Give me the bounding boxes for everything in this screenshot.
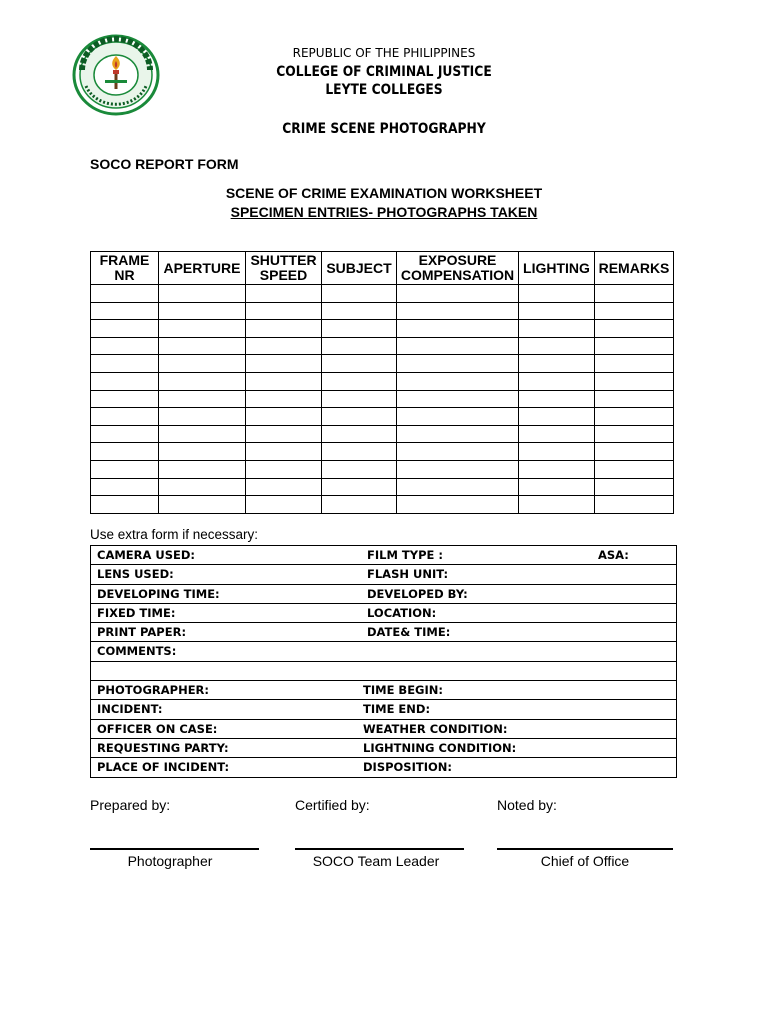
- table-cell[interactable]: [397, 496, 519, 514]
- table-cell[interactable]: [595, 443, 674, 461]
- details-left-label: FIXED TIME:: [97, 605, 176, 620]
- table-cell[interactable]: [246, 302, 322, 320]
- details-mid-label: LIGHTNING CONDITION:: [363, 740, 517, 755]
- table-cell[interactable]: [519, 496, 595, 514]
- table-cell[interactable]: [246, 408, 322, 426]
- table-cell[interactable]: [519, 320, 595, 338]
- details-row: [91, 758, 677, 777]
- table-cell[interactable]: [159, 443, 246, 461]
- table-cell[interactable]: [397, 337, 519, 355]
- table-cell[interactable]: [159, 355, 246, 373]
- table-cell[interactable]: [322, 337, 397, 355]
- table-cell[interactable]: [519, 425, 595, 443]
- table-cell[interactable]: [595, 496, 674, 514]
- details-row: [91, 700, 677, 719]
- table-cell[interactable]: [246, 443, 322, 461]
- table-cell[interactable]: [595, 390, 674, 408]
- details-row: [91, 623, 677, 642]
- details-left-label: OFFICER ON CASE:: [97, 721, 218, 736]
- table-cell[interactable]: [91, 285, 159, 303]
- col-header-aperture: APERTURE: [159, 252, 246, 285]
- table-cell[interactable]: [91, 372, 159, 390]
- details-mid-label: DATE& TIME:: [367, 625, 451, 640]
- table-row: [91, 443, 674, 461]
- extra-form-note: Use extra form if necessary:: [90, 527, 259, 542]
- details-row: [91, 603, 677, 622]
- table-cell[interactable]: [397, 302, 519, 320]
- table-cell[interactable]: [246, 337, 322, 355]
- photographer-signature-line: [90, 848, 259, 850]
- details-cell[interactable]: [91, 603, 677, 622]
- table-cell[interactable]: [519, 285, 595, 303]
- course-heading: CRIME SCENE PHOTOGRAPHY: [282, 121, 486, 137]
- table-cell[interactable]: [91, 302, 159, 320]
- table-cell[interactable]: [159, 390, 246, 408]
- table-cell[interactable]: [322, 372, 397, 390]
- table-row: [91, 320, 674, 338]
- table-row: [91, 478, 674, 496]
- table-cell[interactable]: [322, 390, 397, 408]
- table-cell[interactable]: [159, 408, 246, 426]
- details-cell[interactable]: [91, 681, 677, 700]
- details-cell[interactable]: [91, 700, 677, 719]
- college-heading: COLLEGE OF CRIMINAL JUSTICE: [276, 64, 492, 80]
- col-header-shutter-speed: SHUTTER SPEED: [246, 252, 322, 285]
- details-mid-label: DEVELOPED BY:: [367, 586, 468, 601]
- table-cell[interactable]: [519, 478, 595, 496]
- table-cell[interactable]: [595, 460, 674, 478]
- table-cell[interactable]: [246, 355, 322, 373]
- table-cell[interactable]: [322, 302, 397, 320]
- team-leader-signature-line: [295, 848, 464, 850]
- chief-signature-line: [497, 848, 673, 850]
- school-heading: LEYTE COLLEGES: [325, 82, 443, 98]
- col-header-subject: SUBJECT: [322, 252, 397, 285]
- table-cell[interactable]: [246, 478, 322, 496]
- table-cell[interactable]: [397, 372, 519, 390]
- table-row: [91, 302, 674, 320]
- table-cell[interactable]: [322, 408, 397, 426]
- table-cell[interactable]: [397, 478, 519, 496]
- table-cell[interactable]: [91, 337, 159, 355]
- photographer-name: Photographer: [127, 853, 213, 869]
- table-cell[interactable]: [397, 425, 519, 443]
- details-left-label: COMMENTS:: [97, 644, 177, 659]
- certified-by-label: Certified by:: [295, 797, 370, 813]
- table-row: [91, 285, 674, 303]
- details-mid-label: FLASH UNIT:: [367, 567, 449, 582]
- details-cell[interactable]: [91, 661, 677, 680]
- table-row: [91, 337, 674, 355]
- table-cell[interactable]: [159, 285, 246, 303]
- details-row: [91, 584, 677, 603]
- details-cell[interactable]: [91, 642, 677, 661]
- table-cell[interactable]: [246, 496, 322, 514]
- table-row: [91, 372, 674, 390]
- chief-name: Chief of Office: [540, 853, 630, 869]
- table-cell[interactable]: [322, 460, 397, 478]
- table-cell[interactable]: [322, 478, 397, 496]
- details-mid-label: DISPOSITION:: [363, 760, 452, 775]
- table-cell[interactable]: [91, 408, 159, 426]
- table-cell[interactable]: [246, 320, 322, 338]
- details-row: [91, 642, 677, 661]
- table-cell[interactable]: [322, 355, 397, 373]
- form-title: SOCO REPORT FORM: [90, 156, 239, 172]
- table-cell[interactable]: [322, 443, 397, 461]
- table-cell[interactable]: [159, 337, 246, 355]
- table-row: [91, 496, 674, 514]
- table-cell[interactable]: [159, 460, 246, 478]
- details-left-label: PLACE OF INCIDENT:: [97, 760, 230, 775]
- table-row: [91, 355, 674, 373]
- details-mid-label: TIME BEGIN:: [363, 683, 443, 698]
- table-cell[interactable]: [595, 372, 674, 390]
- table-cell[interactable]: [519, 372, 595, 390]
- details-cell[interactable]: [91, 738, 677, 757]
- table-cell[interactable]: [246, 460, 322, 478]
- details-row: [91, 661, 677, 680]
- table-cell[interactable]: [595, 320, 674, 338]
- table-cell[interactable]: [91, 496, 159, 514]
- details-table: [90, 545, 677, 778]
- table-cell[interactable]: [595, 337, 674, 355]
- table-cell[interactable]: [159, 372, 246, 390]
- table-cell[interactable]: [246, 372, 322, 390]
- table-cell[interactable]: [246, 390, 322, 408]
- team-leader-name: SOCO Team Leader: [312, 853, 440, 869]
- details-row: [91, 719, 677, 738]
- table-cell[interactable]: [159, 496, 246, 514]
- photographs-table-header: [91, 252, 674, 285]
- table-cell[interactable]: [397, 408, 519, 426]
- details-left-label: CAMERA USED:: [97, 548, 196, 562]
- table-cell[interactable]: [91, 355, 159, 373]
- table-cell[interactable]: [397, 285, 519, 303]
- republic-heading: REPUBLIC OF THE PHILIPPINES: [292, 46, 476, 60]
- table-cell[interactable]: [397, 460, 519, 478]
- table-cell[interactable]: [397, 443, 519, 461]
- details-left-label: PRINT PAPER:: [97, 625, 187, 640]
- details-row: [91, 546, 677, 565]
- table-cell[interactable]: [91, 443, 159, 461]
- table-cell[interactable]: [519, 390, 595, 408]
- table-cell[interactable]: [519, 337, 595, 355]
- details-cell[interactable]: [91, 719, 677, 738]
- table-cell[interactable]: [159, 425, 246, 443]
- table-cell[interactable]: [595, 425, 674, 443]
- table-cell[interactable]: [322, 320, 397, 338]
- table-row: [91, 408, 674, 426]
- table-cell[interactable]: [397, 390, 519, 408]
- details-mid-label: TIME END:: [363, 702, 431, 717]
- photographs-table: [90, 251, 674, 514]
- details-row: [91, 738, 677, 757]
- table-cell[interactable]: [595, 355, 674, 373]
- table-cell[interactable]: [397, 320, 519, 338]
- table-cell[interactable]: [322, 285, 397, 303]
- table-cell[interactable]: [91, 390, 159, 408]
- col-header-exposure-compensation: EXPOSURE COMPENSATION: [397, 252, 519, 285]
- details-row: [91, 565, 677, 584]
- table-cell[interactable]: [519, 408, 595, 426]
- table-cell[interactable]: [159, 320, 246, 338]
- details-mid-label: LOCATION:: [367, 605, 437, 620]
- details-row: [91, 681, 677, 700]
- table-row: [91, 390, 674, 408]
- table-cell[interactable]: [595, 478, 674, 496]
- prepared-by-label: Prepared by:: [90, 797, 171, 813]
- worksheet-title: SCENE OF CRIME EXAMINATION WORKSHEET: [225, 185, 543, 201]
- table-cell[interactable]: [91, 425, 159, 443]
- details-left-label: REQUESTING PARTY:: [97, 740, 229, 755]
- details-right-label: ASA:: [598, 548, 629, 562]
- details-mid-label: FILM TYPE :: [367, 548, 443, 562]
- table-cell[interactable]: [91, 460, 159, 478]
- details-left-label: INCIDENT:: [97, 702, 163, 717]
- table-cell[interactable]: [519, 355, 595, 373]
- table-cell[interactable]: [322, 425, 397, 443]
- details-cell[interactable]: [91, 546, 677, 565]
- table-cell[interactable]: [322, 496, 397, 514]
- details-left-label: DEVELOPING TIME:: [97, 586, 220, 601]
- details-cell[interactable]: [91, 565, 677, 584]
- table-cell[interactable]: [246, 285, 322, 303]
- table-cell[interactable]: [595, 302, 674, 320]
- table-cell[interactable]: [159, 478, 246, 496]
- details-cell[interactable]: [91, 623, 677, 642]
- worksheet-subtitle: SPECIMEN ENTRIES- PHOTOGRAPHS TAKEN: [230, 204, 538, 220]
- details-left-label: LENS USED:: [97, 567, 174, 582]
- details-cell[interactable]: [91, 758, 677, 777]
- table-row: [91, 460, 674, 478]
- table-row: [91, 425, 674, 443]
- table-cell[interactable]: [91, 478, 159, 496]
- table-cell[interactable]: [519, 443, 595, 461]
- table-cell[interactable]: [246, 425, 322, 443]
- col-header-frame-nr: FRAME NR: [91, 252, 159, 285]
- details-left-label: PHOTOGRAPHER:: [97, 683, 210, 698]
- noted-by-label: Noted by:: [497, 797, 557, 813]
- details-mid-label: WEATHER CONDITION:: [363, 721, 508, 736]
- table-cell[interactable]: [595, 285, 674, 303]
- table-cell[interactable]: [519, 460, 595, 478]
- col-header-remarks: REMARKS: [595, 252, 674, 285]
- col-header-lighting: LIGHTING: [519, 252, 595, 285]
- table-cell[interactable]: [397, 355, 519, 373]
- table-cell[interactable]: [519, 302, 595, 320]
- table-cell[interactable]: [91, 320, 159, 338]
- details-cell[interactable]: [91, 584, 677, 603]
- table-cell[interactable]: [595, 408, 674, 426]
- table-cell[interactable]: [159, 302, 246, 320]
